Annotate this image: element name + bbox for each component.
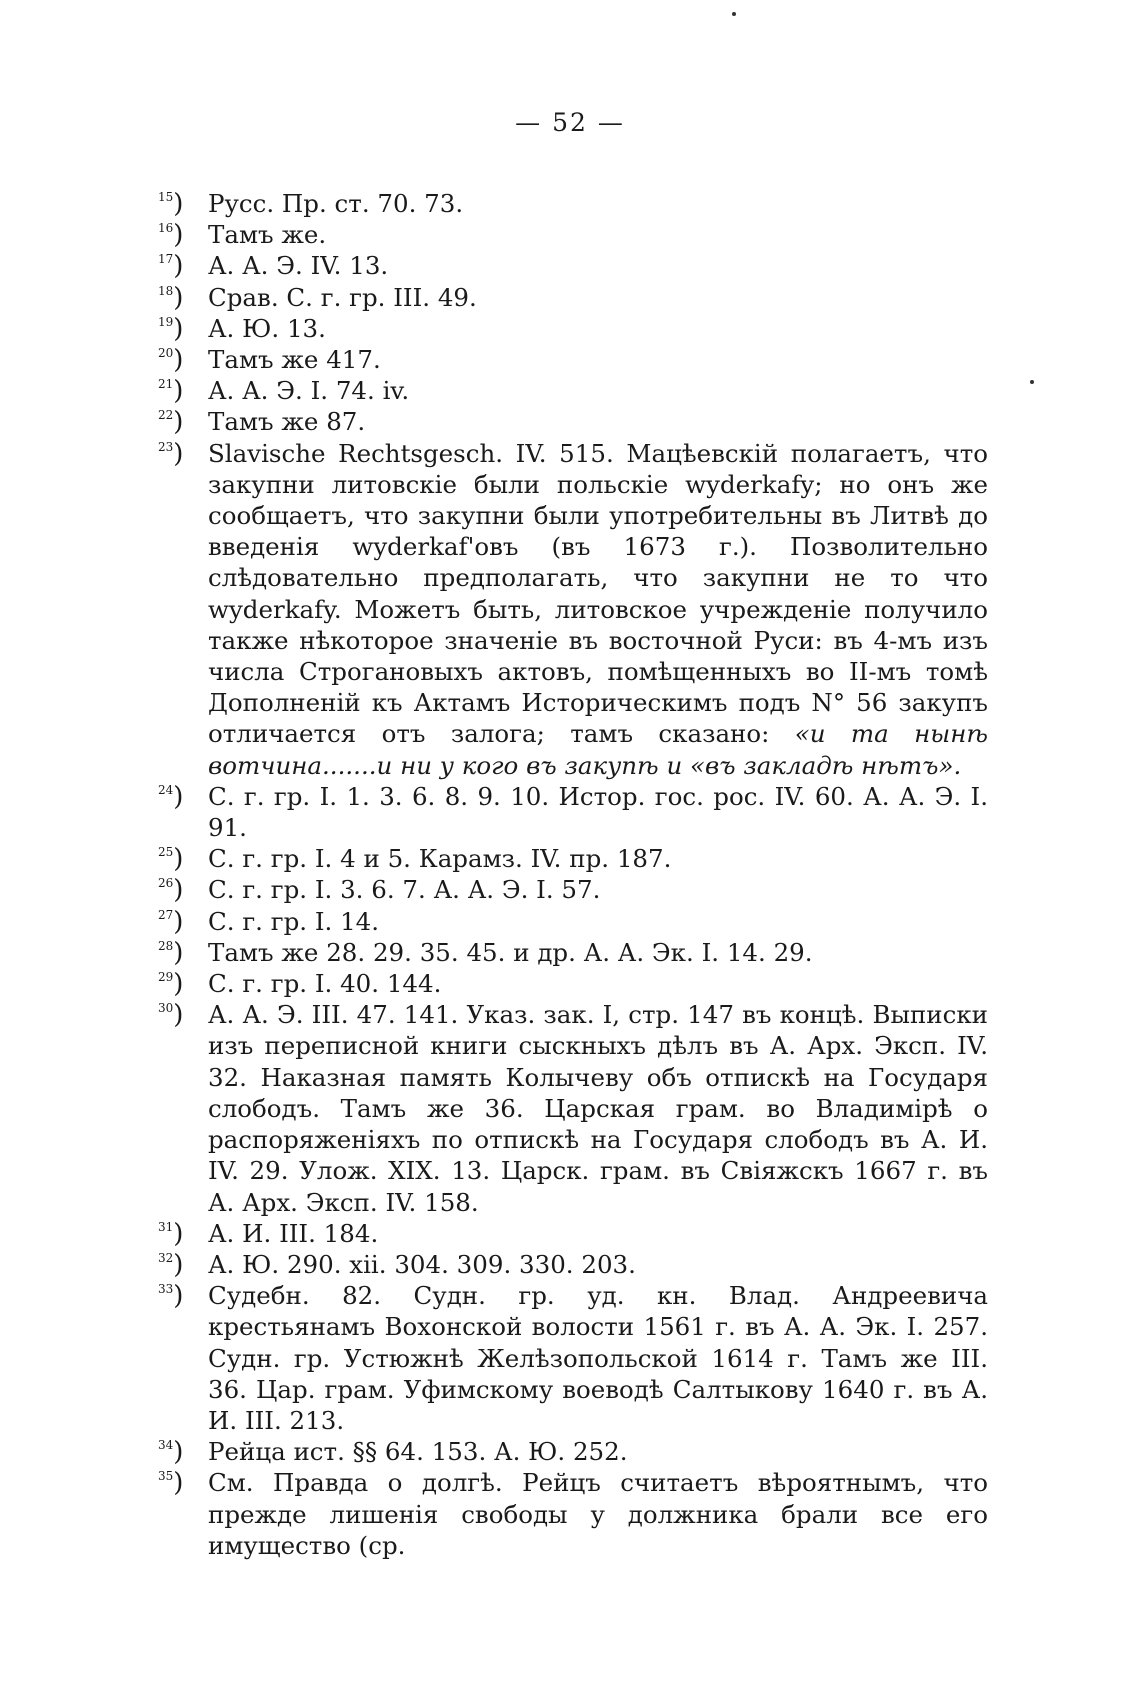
footnote-text: Срав. С. г. гр. III. 49. [208, 282, 477, 312]
footnote-marker: $^{24}$) [158, 781, 184, 812]
footnote-text: Тамъ же 87. [208, 407, 366, 437]
footnote-marker: $^{17}$) [158, 251, 184, 282]
footnote-marker: $^{35}$) [158, 1468, 184, 1499]
ink-speck [1030, 380, 1034, 384]
footnote [158, 250, 988, 281]
ink-speck [732, 12, 736, 16]
footnote-marker: $^{33}$) [158, 1281, 184, 1312]
footnote [158, 219, 988, 250]
footnote [158, 438, 988, 781]
footnote [158, 999, 988, 1217]
footnote-text: А. Ю. 290. xii. 304. 309. 330. 203. [208, 1249, 636, 1279]
footnote-marker: $^{34}$) [158, 1437, 184, 1468]
footnote-marker: $^{32}$) [158, 1249, 184, 1280]
footnote [158, 937, 988, 968]
footnote [158, 282, 988, 313]
footnote-text [208, 438, 988, 781]
footnote-text: С. г. гр. I. 3. 6. 7. А. А. Э. I. 57. [208, 875, 601, 905]
footnote-marker: $^{25}$) [158, 844, 184, 875]
footnotes-list [158, 188, 988, 1561]
footnote-text: А. А. Э. III. 47. 141. Указ. зак. I, стр. 147 въ концѣ. Выписки изъ переписной книги сыскныхъ дѣлъ въ А. Арх. Эксп. IV. 32. Наказная память Колычеву объ отпискѣ на Государя слободъ. Тамъ же 36. Царская грам. во Владимірѣ о распоряженіяхъ по отпискѣ на Государя слободъ въ А. И. IV. 29. Улож. XIX. 13. Царск. грам. въ Свіяжскъ 1667 г. въ А. Арх. Эксп. IV. 158. [208, 1000, 988, 1217]
footnote [158, 968, 988, 999]
footnote-text: А. И. III. 184. [208, 1218, 379, 1248]
footnote-marker: $^{28}$) [158, 937, 184, 968]
footnote-text: Тамъ же 28. 29. 35. 45. и др. А. А. Эк. I. 14. 29. [208, 937, 813, 967]
footnote-marker: $^{31}$) [158, 1218, 184, 1249]
footnote-text: А. Ю. 13. [208, 313, 326, 343]
footnote-text: См. Правда о долгѣ. Рейцъ считаетъ вѣроятнымъ, что прежде лишенія свободы у должника брали все его имущество (ср. [208, 1468, 988, 1560]
footnote [158, 906, 988, 937]
footnote-marker: $^{22}$) [158, 407, 184, 438]
footnote [158, 1467, 988, 1561]
footnote-text: Судебн. 82. Судн. гр. уд. кн. Влад. Андреевича крестьянамъ Вохонской волости 1561 г. въ А. А. Эк. I. 257. Судн. гр. Устюжнѣ Желѣзопольской 1614 г. Тамъ же III. 36. Цар. грам. Уфимскому воеводѣ Салтыкову 1640 г. въ А. И. III. 213. [208, 1281, 988, 1435]
footnote [158, 1280, 988, 1436]
footnote-marker: $^{21}$) [158, 376, 184, 407]
page-number: — 52 — [515, 108, 625, 137]
footnote-body: Slavische Rechtsgesch. IV. 515. Мацѣевскій полагаетъ, что закупни литовскіе были польскіе wyderkafy; но онъ же сообщаетъ, что закупни были употребительны въ Литвѣ до введенія wyderkaf'овъ (въ 1673 г.). Позволительно слѣдовательно предполагать, что закупни не то что wyderkafy. Можетъ быть, литовское учрежденіе получило также нѣкоторое значеніе въ восточной Руси: въ 4-мъ изъ числа Строгановыхъ актовъ, помѣщенныхъ во II-мъ томѣ Дополненій къ Актамъ Историческимъ подъ N° 56 закупъ отличается отъ залога; тамъ сказано: [208, 438, 988, 749]
footnote [158, 375, 988, 406]
footnote-text: Тамъ же. [208, 220, 327, 250]
footnote-text: С. г. гр. I. 40. 144. [208, 969, 442, 999]
footnote-marker: $^{18}$) [158, 282, 184, 313]
footnote [158, 1436, 988, 1467]
footnote [158, 344, 988, 375]
footnote [158, 874, 988, 905]
footnote [158, 843, 988, 874]
footnote-marker: $^{29}$) [158, 969, 184, 1000]
footnote-text: Тамъ же 417. [208, 345, 381, 375]
footnote-marker: $^{26}$) [158, 875, 184, 906]
footnote-marker: $^{19}$) [158, 313, 184, 344]
footnote-marker: $^{15}$) [158, 189, 184, 219]
footnote-marker: $^{16}$) [158, 220, 184, 251]
footnote-text: С. г. гр. I. 14. [208, 906, 380, 936]
footnote [158, 406, 988, 437]
footnote [158, 313, 988, 344]
footnote [158, 781, 988, 843]
footnote-marker: $^{20}$) [158, 345, 184, 376]
footnote-quote: «и та нынѣ вотчина.......и ни у кого въ закупѣ и «въ закладѣ нѣтъ». [208, 719, 988, 780]
footnote-text: С. г. гр. I. 1. 3. 6. 8. 9. 10. Истор. гос. рос. IV. 60. А. А. Э. I. 91. [208, 781, 988, 843]
footnote [158, 188, 988, 219]
footnote-text: А. А. Э. IV. 13. [208, 251, 389, 281]
footnote-text: С. г. гр. I. 4 и 5. Карамз. IV. пр. 187. [208, 844, 672, 874]
footnote [158, 1249, 988, 1280]
footnote-marker: $^{27}$) [158, 906, 184, 937]
footnote-text: Рейца ист. §§ 64. 153. А. Ю. 252. [208, 1437, 628, 1467]
footnote-text: Русс. Пр. ст. 70. 73. [208, 189, 464, 218]
footnote-marker: $^{30}$) [158, 1000, 184, 1031]
footnote [158, 1218, 988, 1249]
footnote-marker: $^{23}$) [158, 438, 184, 469]
footnote-text: А. А. Э. I. 74. iv. [208, 376, 410, 406]
